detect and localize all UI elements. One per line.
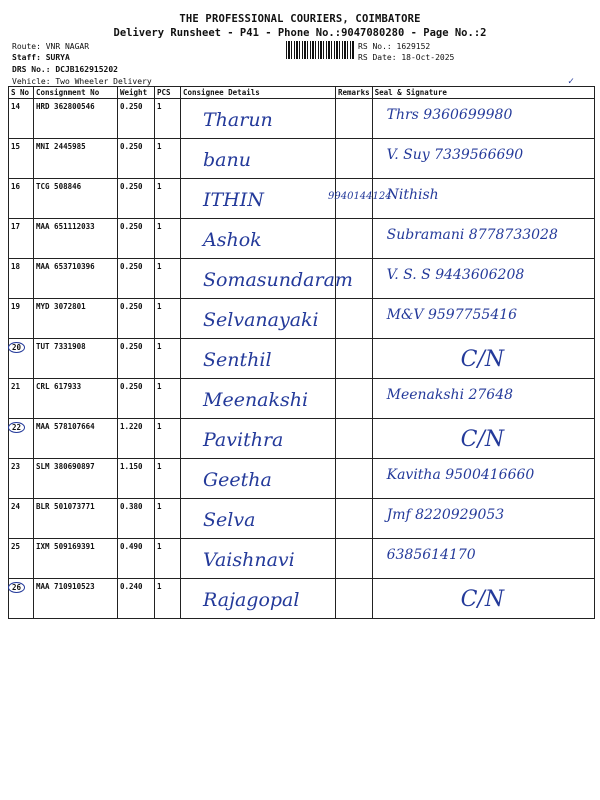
runsheet-subtitle: Delivery Runsheet - P41 - Phone No.:9047080280 - Page No.:2 [113, 27, 487, 39]
company-title: THE PROFESSIONAL COURIERS, COIMBATORE [179, 13, 421, 25]
row-consignment-no [34, 579, 118, 619]
row-consignment-no-text: MAA 578107664 [36, 422, 95, 431]
row-consignment-no [34, 419, 118, 459]
row-sno [9, 299, 34, 339]
table-row [9, 219, 595, 259]
row-sno-text: 19 [11, 302, 21, 311]
table-row [9, 539, 595, 579]
signature-handwriting: C/N [460, 587, 505, 612]
row-consignment-no-text: MAA 710910523 [36, 582, 95, 591]
row-consignment-no [34, 459, 118, 499]
table-row [9, 419, 595, 459]
row-consignee [181, 499, 336, 539]
signature-handwriting: Subramani 8778733028 [386, 227, 558, 243]
row-weight [118, 259, 155, 299]
row-consignment-no-text: MNI 2445985 [36, 142, 86, 151]
row-sno [9, 339, 34, 379]
consignee-handwriting: Ashok [203, 229, 262, 251]
row-consignment-no-text: SLM 380690897 [36, 462, 95, 471]
table-row [9, 179, 595, 219]
barcode [286, 41, 354, 59]
row-consignment-no [34, 219, 118, 259]
table-row [9, 99, 595, 139]
row-consignment-no-text: TCG 508846 [36, 182, 82, 191]
row-remarks [336, 579, 373, 619]
signature-handwriting: V. Suy 7339566690 [386, 147, 524, 163]
route-label: Route: VNR NAGAR [12, 42, 90, 51]
row-consignment-no [34, 179, 118, 219]
row-sno [9, 179, 34, 219]
row-consignment-no-text: HRD 362800546 [36, 102, 95, 111]
row-consignment-no-text: IXM 509169391 [36, 542, 95, 551]
row-remarks [336, 99, 373, 139]
row-pcs [155, 219, 181, 259]
row-consignee [181, 139, 336, 179]
row-pcs [155, 99, 181, 139]
row-weight-text: 0.250 [120, 142, 143, 151]
col-remarks: Remarks [336, 87, 373, 99]
row-consignee [181, 299, 336, 339]
row-consignment-no-text: MAA 651112033 [36, 222, 95, 231]
table-row [9, 139, 595, 179]
rs-number: RS No.: 1629152 [358, 42, 431, 51]
rs-date: RS Date: 18-Oct-2025 [358, 53, 455, 62]
vehicle-label: Vehicle: Two Wheeler Delivery [12, 77, 152, 86]
row-sno [9, 139, 34, 179]
table-header-row [9, 87, 595, 99]
row-weight-text: 0.250 [120, 302, 143, 311]
row-consignee [181, 259, 353, 299]
row-sno [9, 579, 34, 619]
row-weight-text: 0.240 [120, 582, 143, 591]
row-weight [118, 499, 155, 539]
row-consignment-no-text: TUT 7331908 [36, 342, 86, 351]
row-sno-text: 20 [8, 342, 25, 353]
row-weight [118, 179, 155, 219]
staff-label: Staff: SURYA [12, 53, 70, 62]
row-pcs-text: 1 [157, 222, 162, 231]
col-consignee: Consignee Details [181, 87, 336, 99]
signature-handwriting: Nithish [386, 187, 439, 203]
row-pcs [155, 139, 181, 179]
drs-label: DRS No.: DCJB162915202 [12, 65, 118, 74]
row-sno-text: 15 [11, 142, 21, 151]
row-pcs [155, 419, 181, 459]
row-pcs [155, 179, 181, 219]
row-weight-text: 0.250 [120, 182, 143, 191]
row-consignee [181, 339, 336, 379]
row-pcs [155, 579, 181, 619]
row-sno-text: 25 [11, 542, 21, 551]
consignee-handwriting: Geetha [203, 469, 272, 491]
row-sno-text: 24 [11, 502, 21, 511]
runsheet-table [8, 86, 595, 619]
row-remarks [336, 419, 373, 459]
row-pcs [155, 499, 181, 539]
row-pcs-text: 1 [157, 462, 162, 471]
row-pcs-text: 1 [157, 102, 162, 111]
row-pcs-text: 1 [157, 582, 162, 591]
remarks-handwriting: 9940144124 [328, 191, 392, 202]
row-pcs-text: 1 [157, 422, 162, 431]
row-consignee [181, 99, 336, 139]
row-weight [118, 459, 155, 499]
col-sno: S No [9, 87, 34, 99]
row-remarks [336, 139, 373, 179]
row-sno [9, 379, 34, 419]
row-consignee [181, 459, 336, 499]
table-row [9, 499, 595, 539]
row-signature [372, 579, 594, 619]
row-signature [372, 139, 594, 179]
row-remarks [336, 339, 373, 379]
row-consignment-no [34, 499, 118, 539]
row-weight [118, 99, 155, 139]
corner-mark: ✓ [568, 76, 575, 87]
signature-handwriting: Jmf 8220929053 [386, 507, 505, 523]
signature-handwriting: V. S. S 9443606208 [386, 267, 525, 283]
consignee-handwriting: Meenakshi [203, 389, 309, 411]
row-consignee [181, 179, 336, 219]
row-remarks [336, 539, 373, 579]
row-consignee [181, 539, 336, 579]
row-remarks [336, 259, 373, 299]
row-pcs-text: 1 [157, 342, 162, 351]
signature-handwriting: M&V 9597755416 [386, 307, 518, 323]
row-consignee [181, 579, 336, 619]
row-sno [9, 419, 34, 459]
row-signature [372, 179, 594, 219]
signature-handwriting: 6385614170 [386, 547, 476, 563]
row-signature [372, 99, 594, 139]
row-signature [372, 379, 594, 419]
col-consignment: Consignment No [34, 87, 118, 99]
row-weight-text: 0.250 [120, 342, 143, 351]
row-sno [9, 259, 34, 299]
row-pcs [155, 299, 181, 339]
row-consignee [181, 219, 336, 259]
row-pcs [155, 259, 181, 299]
signature-handwriting: Kavitha 9500416660 [386, 467, 535, 483]
row-sno-text: 21 [11, 382, 21, 391]
consignee-handwriting: Rajagopal [203, 589, 300, 611]
row-weight-text: 0.250 [120, 222, 143, 231]
consignee-handwriting: Senthil [203, 349, 272, 371]
col-signature: Seal & Signature [372, 87, 594, 99]
row-consignment-no [34, 99, 118, 139]
row-remarks [336, 459, 373, 499]
row-consignment-no [34, 299, 118, 339]
row-sno [9, 499, 34, 539]
row-pcs [155, 539, 181, 579]
row-remarks [336, 499, 373, 539]
row-sno-text: 26 [8, 582, 25, 593]
row-sno-text: 18 [11, 262, 21, 271]
row-pcs-text: 1 [157, 302, 162, 311]
row-weight [118, 219, 155, 259]
consignee-handwriting: Vaishnavi [203, 549, 295, 571]
row-pcs-text: 1 [157, 382, 162, 391]
table-row [9, 339, 595, 379]
row-signature [372, 499, 594, 539]
row-remarks [336, 379, 373, 419]
table-row [9, 379, 595, 419]
consignee-handwriting: Pavithra [203, 429, 284, 451]
row-consignment-no-text: BLR 501073771 [36, 502, 95, 511]
row-weight-text: 0.490 [120, 542, 143, 551]
row-sno [9, 539, 34, 579]
signature-handwriting: Meenakshi 27648 [386, 387, 514, 403]
signature-handwriting: C/N [460, 427, 505, 452]
row-remarks [336, 219, 373, 259]
row-remarks [336, 299, 373, 339]
row-consignment-no [34, 139, 118, 179]
table-row [9, 259, 595, 299]
row-weight [118, 579, 155, 619]
row-weight-text: 1.220 [120, 422, 143, 431]
consignee-handwriting: Somasundaram [203, 269, 353, 291]
table-row [9, 459, 595, 499]
row-weight-text: 0.250 [120, 102, 143, 111]
row-sno-text: 17 [11, 222, 21, 231]
row-consignment-no-text: CRL 617933 [36, 382, 82, 391]
row-consignment-no [34, 379, 118, 419]
row-weight-text: 0.250 [120, 382, 143, 391]
row-consignee [181, 419, 336, 459]
row-consignment-no [34, 259, 118, 299]
row-signature [372, 419, 594, 459]
row-pcs-text: 1 [157, 262, 162, 271]
row-pcs-text: 1 [157, 502, 162, 511]
row-consignment-no-text: MYD 3072801 [36, 302, 86, 311]
row-weight [118, 139, 155, 179]
signature-handwriting: Thrs 9360699980 [386, 107, 513, 123]
row-sno-text: 16 [11, 182, 21, 191]
consignee-handwriting: Selvanayaki [203, 309, 319, 331]
row-pcs [155, 379, 181, 419]
row-consignment-no-text: MAA 653710396 [36, 262, 95, 271]
row-consignment-no [34, 339, 118, 379]
row-signature [372, 299, 594, 339]
col-weight: Weight [118, 87, 155, 99]
row-weight [118, 379, 155, 419]
row-pcs-text: 1 [157, 142, 162, 151]
consignee-handwriting: Tharun [203, 109, 273, 131]
row-consignment-no [34, 539, 118, 579]
row-consignee [181, 379, 336, 419]
row-signature [372, 539, 594, 579]
row-signature [372, 259, 594, 299]
consignee-handwriting: ITHIN [203, 189, 264, 211]
row-weight [118, 339, 155, 379]
row-sno [9, 459, 34, 499]
row-signature [372, 219, 594, 259]
table-row [9, 579, 595, 619]
col-pcs: PCS [155, 87, 181, 99]
row-pcs-text: 1 [157, 542, 162, 551]
row-weight-text: 0.380 [120, 502, 143, 511]
consignee-handwriting: Selva [203, 509, 256, 531]
row-signature [372, 339, 594, 379]
row-sno [9, 99, 34, 139]
row-weight [118, 539, 155, 579]
row-weight [118, 419, 155, 459]
row-signature [372, 459, 594, 499]
table-row [9, 299, 595, 339]
row-sno [9, 219, 34, 259]
row-weight-text: 1.150 [120, 462, 143, 471]
signature-handwriting: C/N [460, 347, 505, 372]
row-remarks [328, 179, 392, 219]
row-sno-text: 23 [11, 462, 21, 471]
row-pcs [155, 459, 181, 499]
consignee-handwriting: banu [203, 149, 251, 171]
row-weight-text: 0.250 [120, 262, 143, 271]
row-pcs-text: 1 [157, 182, 162, 191]
row-sno-text: 14 [11, 102, 21, 111]
row-pcs [155, 339, 181, 379]
row-sno-text: 22 [8, 422, 25, 433]
row-weight [118, 299, 155, 339]
